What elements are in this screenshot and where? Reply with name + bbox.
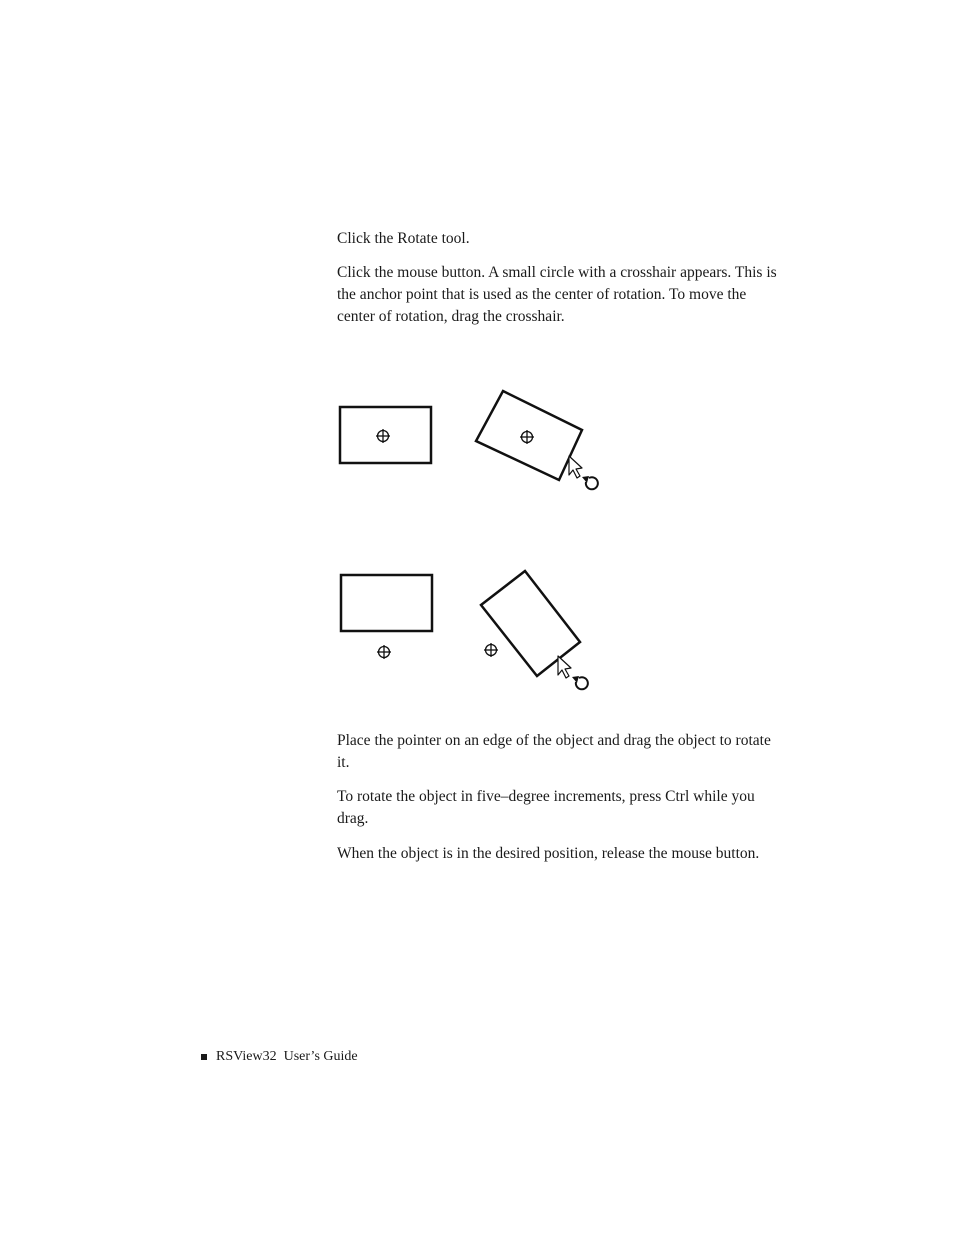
page-footer [201,1048,358,1066]
rotate-icon [572,676,588,689]
footer-title: RSView32 User’s Guide [216,1049,358,1064]
step-rotate-tool: Click the Rotate tool. [337,230,470,247]
rotated-rectangle [481,571,580,676]
step-ctrl: To rotate the object in five–degree increments, press Ctrl while you drag. [337,788,755,827]
rotation-figure-offset-anchor [330,560,610,700]
arrow-pointer-icon [558,656,571,678]
rotation-figure-center-anchor [330,380,610,500]
arrow-pointer-icon [569,456,582,478]
crosshair-icon [377,645,391,659]
bullet-square-icon [201,1054,207,1060]
original-rectangle [340,407,431,463]
crosshair-icon [520,430,534,444]
original-rectangle [341,575,432,631]
step-drag: Place the pointer on an edge of the object and drag the object to rotate it. [337,732,771,771]
rotated-rectangle [476,391,582,480]
crosshair-icon [376,429,390,443]
rotate-icon [582,476,598,489]
step-release: When the object is in the desired position, release the mouse button. [337,845,760,862]
step-click-mouse: Click the mouse button. A small circle with a crosshair appears. This is the anchor point that is used as the center of rotation. To move the center of rotation, drag the crosshair. [337,264,777,325]
crosshair-icon [484,643,498,657]
